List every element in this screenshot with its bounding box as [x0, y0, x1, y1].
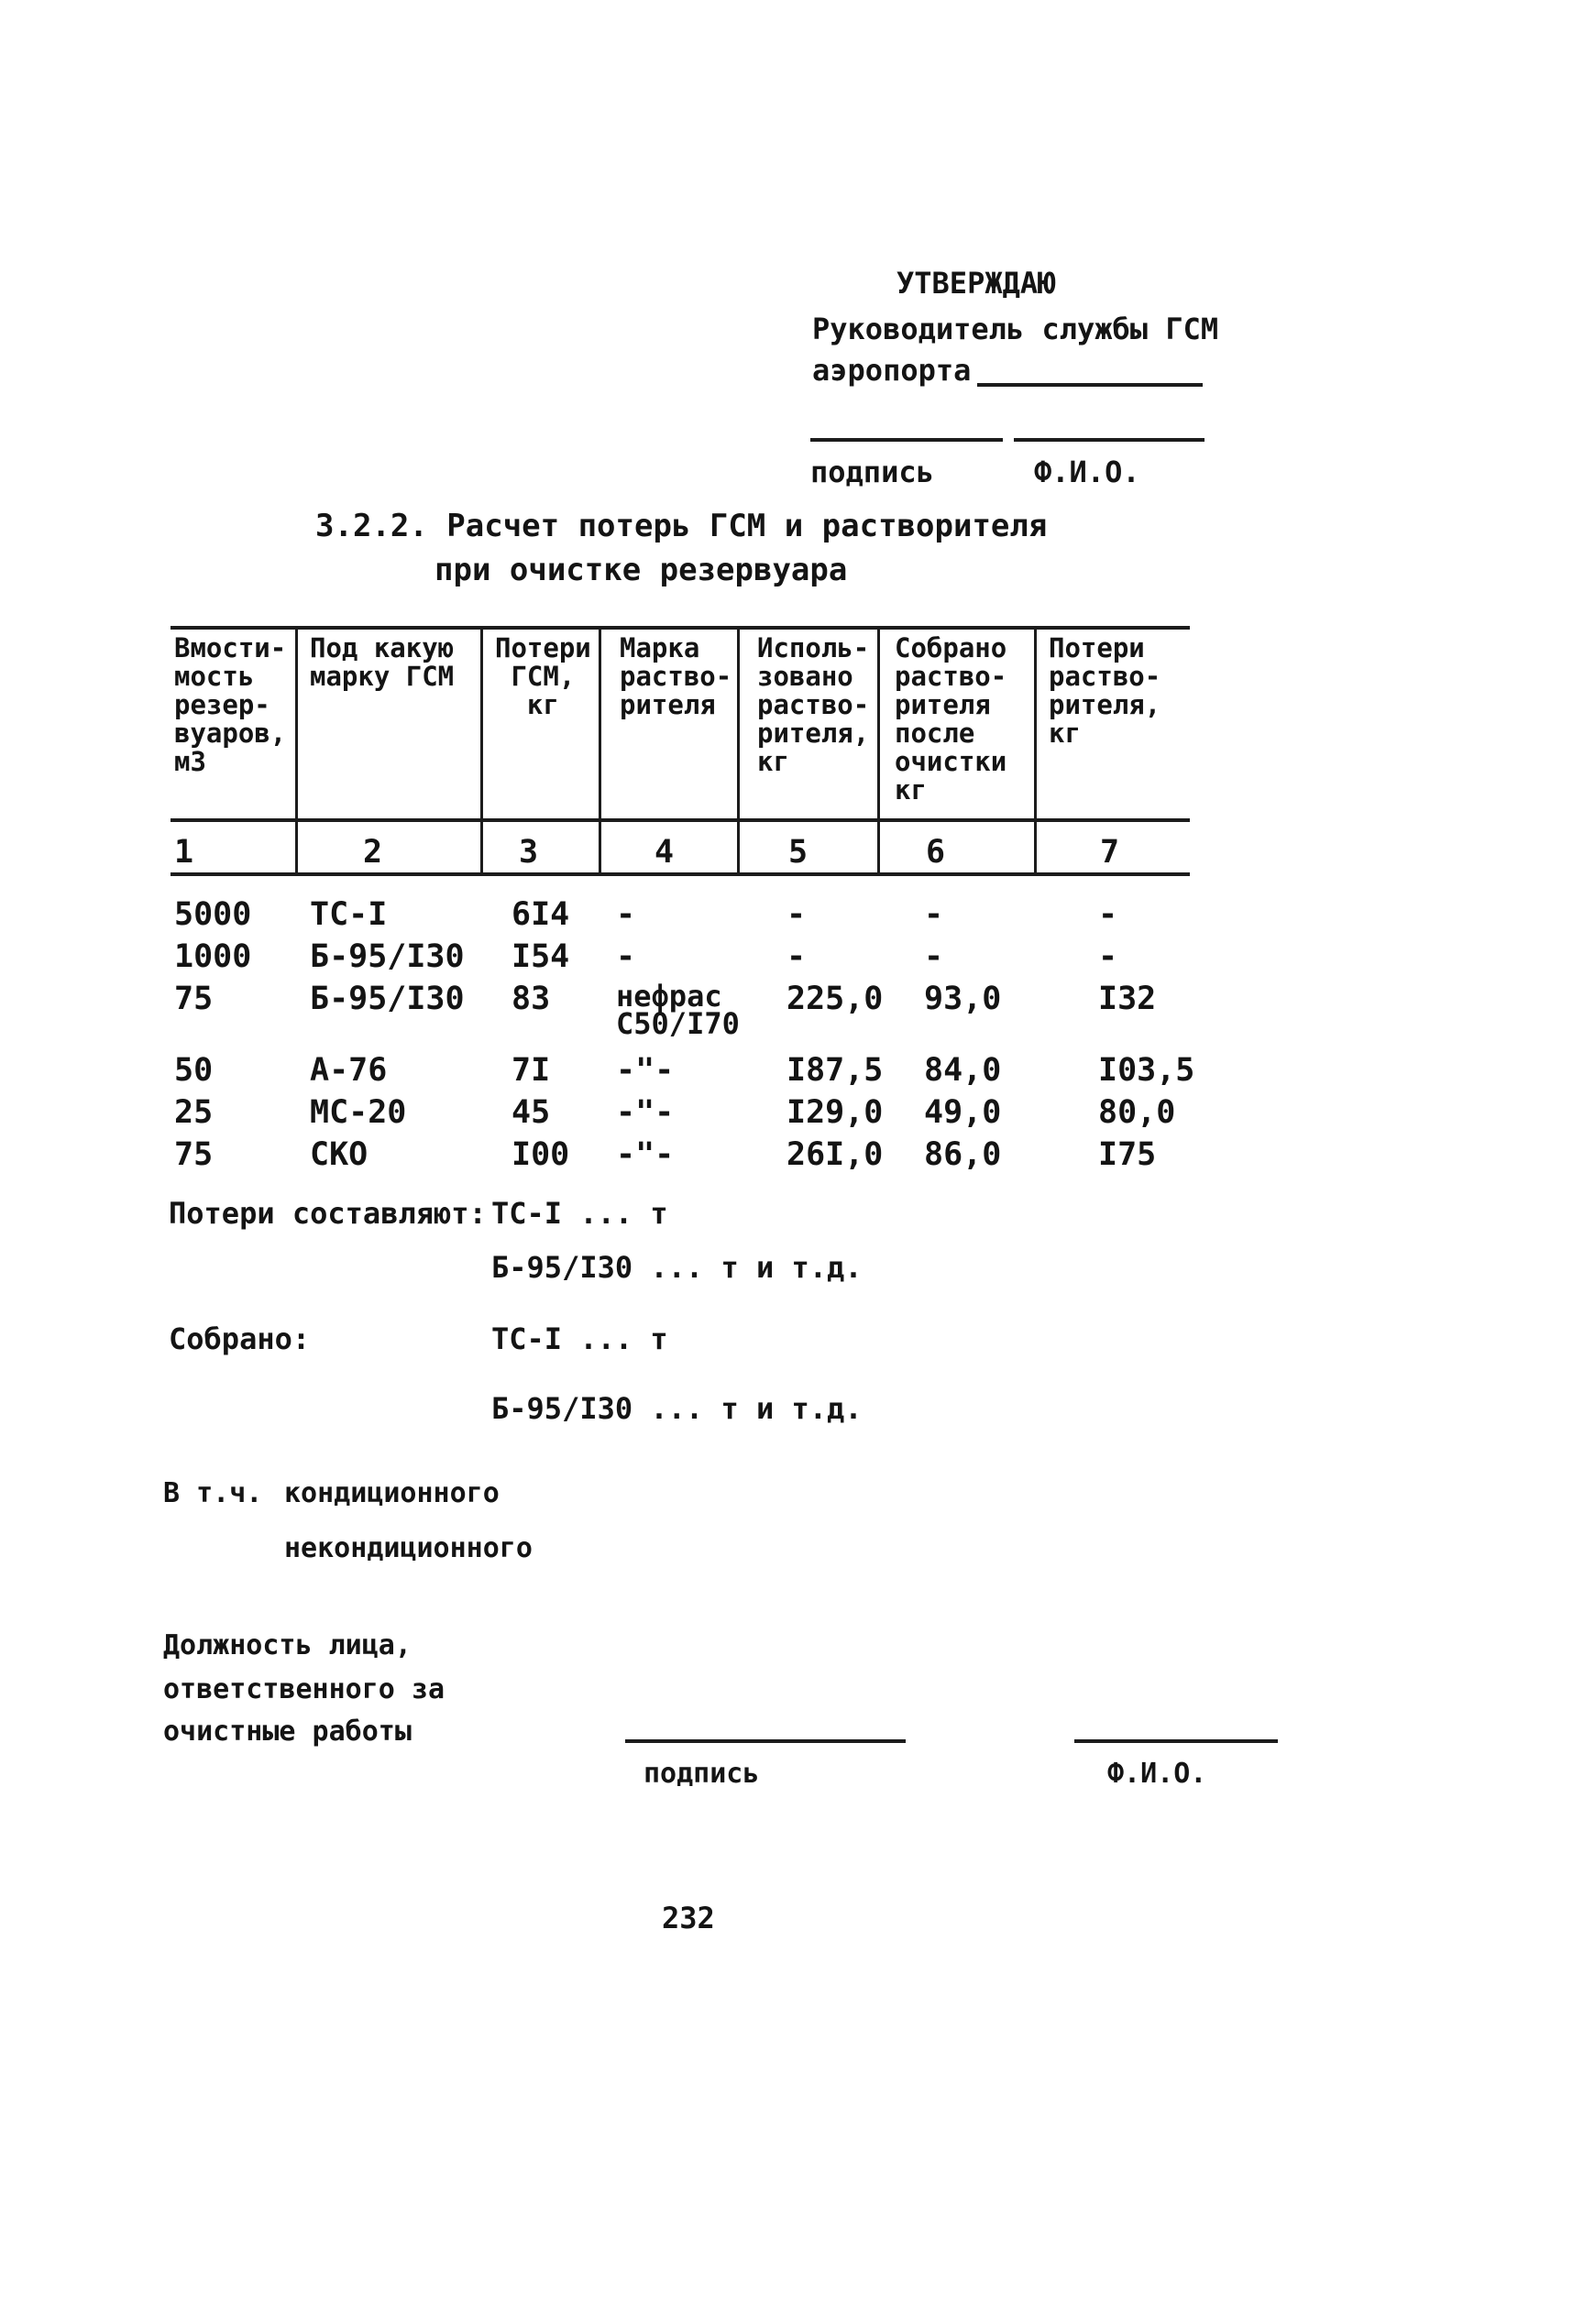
- table-cell: 75: [174, 981, 214, 1017]
- including-conditional: кондиционного: [284, 1477, 500, 1509]
- table-cell: 93,0: [924, 981, 1002, 1017]
- column-divider: [1034, 626, 1037, 875]
- table-cell: -: [924, 938, 944, 975]
- column-number: 2: [363, 834, 383, 871]
- table-cell: 1000: [174, 938, 252, 975]
- table-cell: СКО: [310, 1136, 368, 1173]
- table-cell: Б-95/I30: [310, 938, 465, 975]
- section-subheading: при очистке резервуара: [434, 552, 848, 588]
- footer-name-label: Ф.И.О.: [1107, 1758, 1207, 1790]
- including-label: В т.ч.: [163, 1477, 263, 1509]
- table-header-rule: [170, 818, 1190, 822]
- header-fuel-grade: Под какую марку ГСМ: [310, 632, 455, 692]
- table-cell: 75: [174, 1136, 214, 1173]
- table-cell: I75: [1098, 1136, 1157, 1173]
- position-line-1: Должность лица,: [163, 1629, 412, 1661]
- table-cell: МС-20: [310, 1094, 407, 1131]
- table-cell: -: [1098, 938, 1118, 975]
- approval-title: УТВЕРЖДАЮ: [896, 266, 1056, 301]
- table-number-rule: [170, 872, 1190, 876]
- table-cell: нефрас С50/I70: [616, 979, 740, 1041]
- table-cell: 25: [174, 1094, 214, 1131]
- column-number: 6: [926, 834, 946, 871]
- column-number: 7: [1100, 834, 1120, 871]
- table-cell: -: [924, 896, 944, 933]
- table-cell: -"-: [616, 1094, 675, 1131]
- approval-name-label: Ф.И.О.: [1034, 455, 1140, 489]
- table-cell: 86,0: [924, 1136, 1002, 1173]
- table-cell: 50: [174, 1052, 214, 1089]
- approval-name-line: [1014, 438, 1204, 442]
- table-cell: -: [616, 896, 636, 933]
- table-cell: 7I: [512, 1052, 551, 1089]
- approval-signature-line: [810, 438, 1003, 442]
- collected-item-2: Б-95/I30 ... т и т.д.: [491, 1391, 863, 1426]
- losses-item-2: Б-95/I30 ... т и т.д.: [491, 1250, 863, 1285]
- table-cell: 26I,0: [786, 1136, 884, 1173]
- column-divider: [295, 626, 298, 875]
- table-cell: I32: [1098, 981, 1157, 1017]
- table-cell: 45: [512, 1094, 551, 1131]
- table-cell: 49,0: [924, 1094, 1002, 1131]
- table-cell: А-76: [310, 1052, 388, 1089]
- header-fuel-loss: Потери ГСМ, кг: [495, 632, 591, 720]
- header-solvent-loss: Потери раство- рителя, кг: [1049, 632, 1161, 749]
- losses-item-1: ТС-I ... т: [491, 1196, 668, 1231]
- page-number: 232: [662, 1901, 715, 1935]
- section-heading: 3.2.2. Расчет потерь ГСМ и растворителя: [315, 508, 1048, 544]
- header-solvent-grade: Марка раство- рителя: [620, 632, 732, 720]
- table-cell: I87,5: [786, 1052, 884, 1089]
- footer-name-line: [1074, 1739, 1278, 1743]
- position-line-2: ответственного за: [163, 1673, 446, 1705]
- table-cell: -: [616, 938, 636, 975]
- approval-signature-label: подпись: [810, 455, 934, 489]
- column-divider: [480, 626, 483, 875]
- footer-signature-line: [625, 1739, 906, 1743]
- table-cell: I03,5: [1098, 1052, 1195, 1089]
- table-cell: I00: [512, 1136, 570, 1173]
- table-cell: ТС-I: [310, 896, 388, 933]
- table-cell: 84,0: [924, 1052, 1002, 1089]
- including-nonconditional: некондиционного: [284, 1532, 533, 1564]
- collected-item-1: ТС-I ... т: [491, 1321, 668, 1356]
- table-cell: 80,0: [1098, 1094, 1176, 1131]
- approval-airport: аэропорта: [812, 353, 972, 388]
- table-cell: 83: [512, 981, 551, 1017]
- header-capacity: Вмости- мость резер- вуаров, м3: [174, 632, 287, 777]
- column-divider: [737, 626, 740, 875]
- losses-label: Потери составляют:: [169, 1196, 487, 1231]
- table-cell: -: [1098, 896, 1118, 933]
- table-cell: 225,0: [786, 981, 884, 1017]
- position-line-3: очистные работы: [163, 1716, 412, 1748]
- airport-name-line: [977, 383, 1203, 387]
- collected-label: Собрано:: [169, 1321, 311, 1356]
- table-cell: I29,0: [786, 1094, 884, 1131]
- table-cell: -: [786, 896, 807, 933]
- table-cell: -"-: [616, 1136, 675, 1173]
- table-cell: Б-95/I30: [310, 981, 465, 1017]
- column-divider: [599, 626, 601, 875]
- table-cell: 6I4: [512, 896, 570, 933]
- column-divider: [877, 626, 880, 875]
- table-cell: I54: [512, 938, 570, 975]
- table-cell: -: [786, 938, 807, 975]
- footer-signature-label: подпись: [644, 1758, 760, 1790]
- column-number: 1: [174, 834, 194, 871]
- column-number: 4: [654, 834, 675, 871]
- header-solvent-collected: Собрано раство- рителя после очистки кг: [895, 632, 1007, 806]
- table-cell: -"-: [616, 1052, 675, 1089]
- column-number: 5: [788, 834, 808, 871]
- approval-position: Руководитель службы ГСМ: [812, 312, 1219, 346]
- header-solvent-used: Исполь- зовано раство- рителя, кг: [757, 632, 870, 777]
- column-number: 3: [519, 834, 539, 871]
- table-cell: 5000: [174, 896, 252, 933]
- table-top-rule: [170, 626, 1190, 630]
